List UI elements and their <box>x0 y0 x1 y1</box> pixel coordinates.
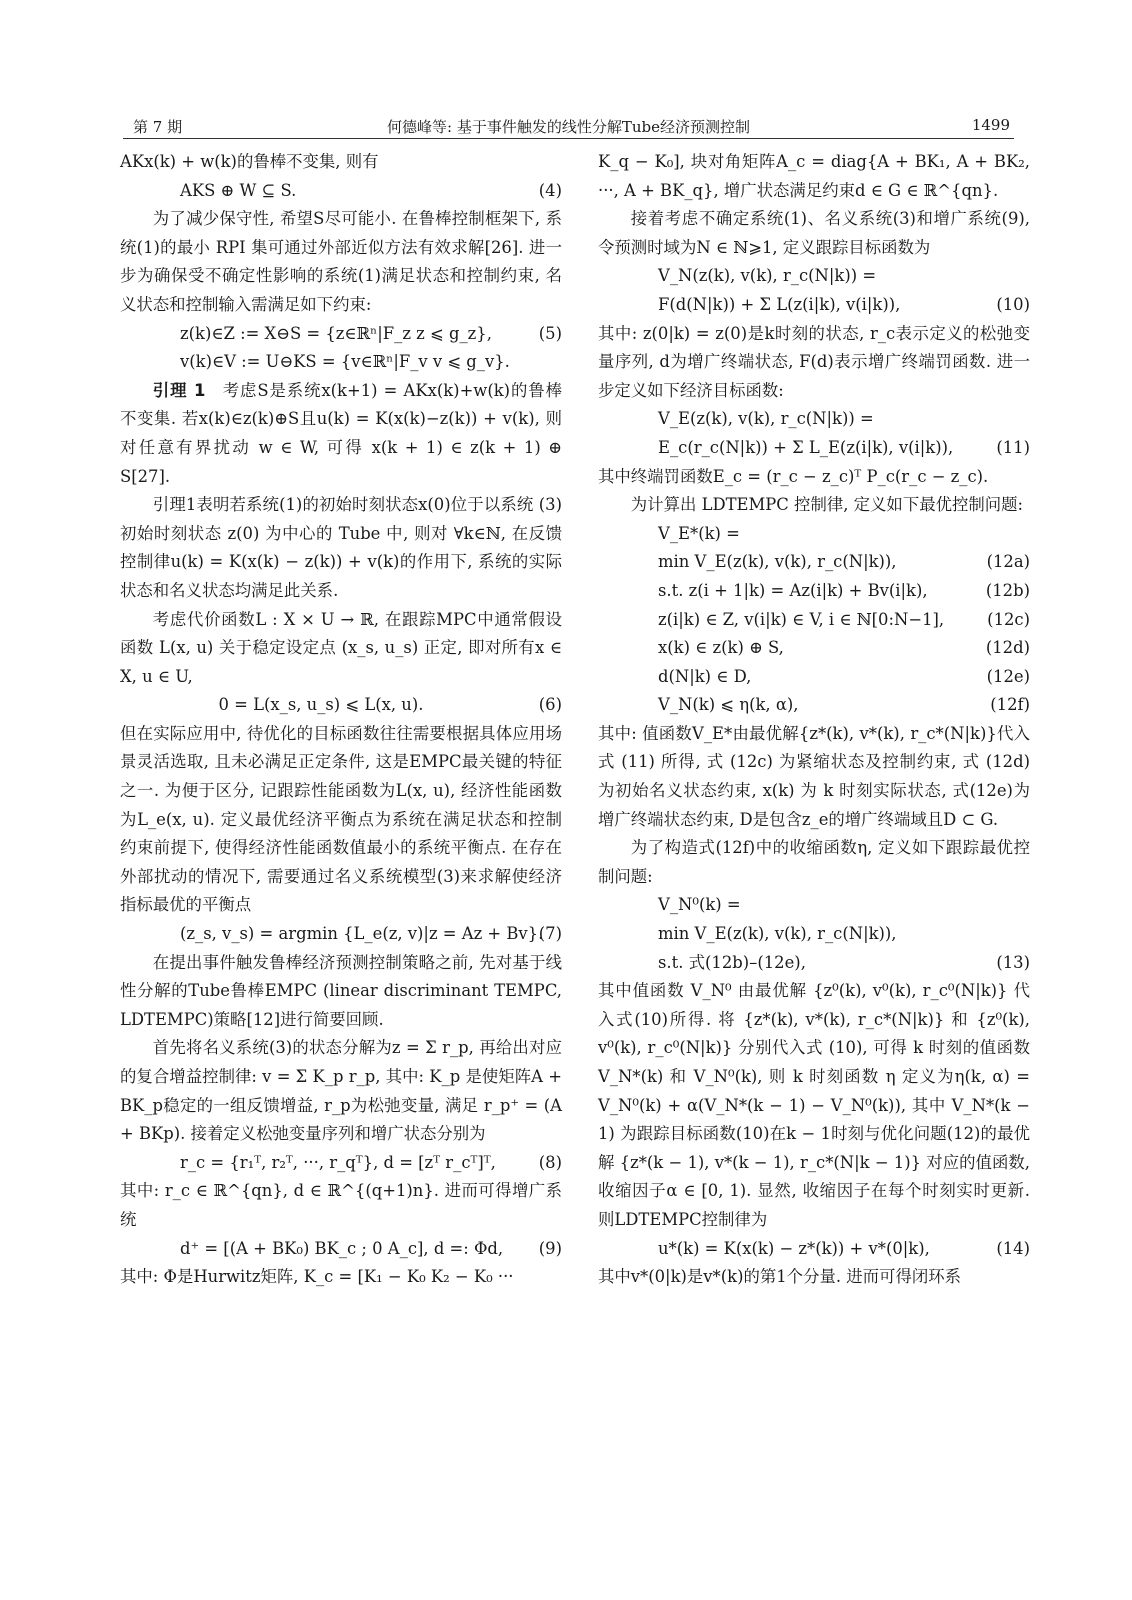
equation-body: z(i|k) ∈ Z, v(i|k) ∈ V, i ∈ ℕ[0:N−1], <box>658 609 945 629</box>
equation-number: (10) <box>996 294 1030 314</box>
equation <box>598 1235 1030 1264</box>
paragraph: 首先将名义系统(3)的状态分解为z = Σ r_p, 再给出对应的复合增益控制律: v = Σ K_p r_p, 其中: K_p 是使矩阵A + BK_p稳定的一组反馈增益, r_p为松弛变量, 满足 r_p⁺ = (A + BKp). 接着定义松弛变量序列和增广状态分别为 <box>120 1038 562 1144</box>
equation-number: (6) <box>538 695 562 715</box>
paragraph: 其中: z(0|k) = z(0)是k时刻的状态, r_c表示定义的松弛变量序列, d为增广终端状态, F(d)表示增广终端罚函数. 进一步定义如下经济目标函数: <box>598 323 1030 400</box>
equation-number: (7) <box>538 924 562 944</box>
equation-body: s.t. z(i + 1|k) = Az(i|k) + Bv(i|k), <box>658 580 928 600</box>
paragraph: 考虑代价函数L : X × U → ℝ, 在跟踪MPC中通常假设函数 L(x, u) 关于稳定设定点 (x_s, u_s) 正定, 即对所有x ∈ X, u ∈ U, <box>120 609 562 686</box>
equation <box>598 520 1030 549</box>
equation-body: min V_E(z(k), v(k), r_c(N|k)), <box>658 552 897 572</box>
equation-number: (14) <box>996 1238 1030 1258</box>
paragraph: 接着考虑不确定系统(1)、名义系统(3)和增广系统(9), 令预测时域为N ∈ ℕ⩾1, 定义跟踪目标函数为 <box>598 209 1030 257</box>
paragraph: 其中v*(0|k)是v*(k)的第1个分量. 进而可得闭环系 <box>598 1267 962 1287</box>
equation-body: V_E*(k) = <box>658 523 740 543</box>
equation-number: (12c) <box>987 609 1030 629</box>
equation <box>598 606 1030 635</box>
paragraph: AKx(k) + w(k)的鲁棒不变集, 则有 <box>120 152 379 171</box>
paragraph: 引理1表明若系统(1)的初始时刻状态x(0)位于以系统 (3) 初始时刻状态 z(0) 为中心的 Tube 中, 则对 ∀k∈ℕ, 在反馈控制律u(k) = K(x(k) − z(k)) + v(k)的作用下, 系统的实际状态和名义状态均满足此关系. <box>120 495 562 600</box>
page-number: 1499 <box>971 116 1010 134</box>
equation-number: (12f) <box>990 695 1030 715</box>
equation <box>120 1235 562 1264</box>
paragraph: 为了减少保守性, 希望S尽可能小. 在鲁棒控制框架下, 系统(1)的最小 RPI 集可通过外部近似方法有效求解[26]. 进一步为确保受不确定性影响的系统(1)满足状态和控制约束, 名义状态和控制输入需满足如下约束: <box>120 209 562 314</box>
paragraph: 其中: 值函数V_E*由最优解{z*(k), v*(k), r_c*(N|k)}代入式 (11) 所得, 式 (12c) 为紧缩状态及控制约束, 式 (12d) 为初始名义状态约束, x(k) 为 k 时刻实际状态, 式(12e)为增广终端状态约束, D是包含z_e的增广终端域且D ⊂ G. <box>598 723 1030 829</box>
equation-body: 0 = L(x_s, u_s) ⩽ L(x, u). <box>218 695 424 715</box>
equation-number: (12a) <box>986 552 1030 572</box>
equation-body: AKS ⊕ W ⊆ S. <box>180 180 297 200</box>
equation-body: V_N(z(k), v(k), r_c(N|k)) = <box>658 266 877 286</box>
equation-body: r_c = {r₁ᵀ, r₂ᵀ, ···, r_qᵀ}, d = [zᵀ r_cᵀ]ᵀ, <box>180 1152 496 1172</box>
equation <box>598 634 1030 663</box>
equation-number: (12b) <box>985 580 1030 600</box>
equation <box>598 434 1030 463</box>
running-title: 何德峰等: 基于事件触发的线性分解Tube经济预测控制 <box>387 118 750 136</box>
equation <box>120 1149 562 1178</box>
equation-body: u*(k) = K(x(k) − z*(k)) + v*(0|k), <box>658 1238 930 1258</box>
equation <box>598 577 1030 606</box>
equation <box>598 949 1030 978</box>
paragraph: 其中: Φ是Hurwitz矩阵, K_c = [K₁ − K₀ K₂ − K₀ ··· <box>120 1267 514 1287</box>
equation-number: (9) <box>538 1238 562 1258</box>
equation-body: V_E(z(k), v(k), r_c(N|k)) = <box>658 409 874 429</box>
equation-number: (12d) <box>985 638 1030 658</box>
paragraph: 为计算出 LDTEMPC 控制律, 定义如下最优控制问题: <box>630 495 1024 515</box>
equation <box>598 920 1030 949</box>
equation <box>120 691 562 720</box>
equation <box>120 920 562 949</box>
equation-body: z(k)∈Z := X⊖S = {z∈ℝⁿ|F_z z ⩽ g_z}, <box>180 323 492 343</box>
lemma <box>120 377 562 491</box>
equation-number: (11) <box>996 437 1030 457</box>
equation-body: min V_E(z(k), v(k), r_c(N|k)), <box>658 924 897 944</box>
paragraph: 其中终端罚函数E_c = (r_c − z_c)ᵀ P_c(r_c − z_c). <box>598 466 989 486</box>
equation <box>598 891 1030 920</box>
equation-body: (z_s, v_s) = argmin {L_e(z, v)|z = Az + Bv}. <box>180 924 544 944</box>
equation <box>598 291 1030 320</box>
equation-number: (12e) <box>986 666 1030 686</box>
left-column <box>120 148 562 1292</box>
equation <box>120 320 562 349</box>
equation-body: d(N|k) ∈ D, <box>658 666 752 686</box>
paragraph: 为了构造式(12f)中的收缩函数η, 定义如下跟踪最优控制问题: <box>598 838 1030 886</box>
equation-body: E_c(r_c(N|k)) + Σ L_E(z(i|k), v(i|k)), <box>658 437 954 457</box>
lemma-label: 引理 1 <box>152 380 206 400</box>
equation <box>120 177 562 206</box>
equation-body: d⁺ = [(A + BK₀) BK_c ; 0 A_c], d =: Φd, <box>180 1238 504 1258</box>
equation <box>598 405 1030 434</box>
paragraph: 在提出事件触发鲁棒经济预测控制策略之前, 先对基于线性分解的Tube鲁棒EMPC (linear discriminant TEMPC, LDTEMPC)策略[12]进行简要回顾. <box>120 952 562 1029</box>
right-column <box>598 148 1030 1292</box>
equation-body: V_N⁰(k) = <box>658 895 741 915</box>
equation-body: F(d(N|k)) + Σ L(z(i|k), v(i|k)), <box>658 294 901 314</box>
issue-number: 第 7 期 <box>133 118 183 136</box>
paragraph: 其中值函数 V_N⁰ 由最优解 {z⁰(k), v⁰(k), r_c⁰(N|k)} 代入式(10)所得. 将 {z*(k), v*(k), r_c*(N|k)} 和 {z⁰(k), v⁰(k), r_c⁰(N|k)} 分别代入式 (10), 可得 k 时刻的值函数V_N*(k) 和 V_N⁰(k), 则 k 时刻函数 η 定义为η(k, α) = V_N⁰(k) + α(V_N*(k − 1) − V_N⁰(k)), 其中 V_N*(k − 1) 为跟踪目标函数(10)在k − 1时刻与优化问题(12)的最优解 {z*(k − 1), v*(k − 1), r_c*(N|k − 1)} 对应的值函数, 收缩因子α ∈ [0, 1). 显然, 收缩因子在每个时刻实时更新. 则LDTEMPC控制律为 <box>598 981 1030 1229</box>
paragraph: 但在实际应用中, 待优化的目标函数往往需要根据具体应用场景灵活选取, 且未必满足正定条件, 这是EMPC最关键的特征之一. 为便于区分, 记跟踪性能函数为L(x, u), 经济性能函数为L_e(x, u). 定义最优经济平衡点为系统在满足状态和控制约束前提下, 使得经济性能函数值最小的系统平衡点. 在存在外部扰动的情况下, 需要通过名义系统模型(3)来求解使经济指标最优的平衡点 <box>120 723 562 915</box>
equation <box>120 348 562 377</box>
equation-number: (13) <box>996 952 1030 972</box>
paragraph: K_q − K₀], 块对角矩阵A_c = diag{A + BK₁, A + BK₂, ···, A + BK_q}, 增广状态满足约束d ∈ G ∈ ℝ^{qn}. <box>598 152 1030 200</box>
equation-number: (5) <box>538 323 562 343</box>
equation-number: (4) <box>538 180 562 200</box>
equation-number: (8) <box>538 1152 562 1172</box>
equation <box>598 663 1030 692</box>
equation-body: V_N(k) ⩽ η(k, α), <box>658 695 799 715</box>
equation <box>598 548 1030 577</box>
paragraph: 其中: r_c ∈ ℝ^{qn}, d ∈ ℝ^{(q+1)n}. 进而可得增广系统 <box>120 1181 562 1229</box>
equation <box>598 691 1030 720</box>
equation-body: s.t. 式(12b)–(12e), <box>658 952 806 972</box>
running-header <box>123 116 1014 139</box>
equation <box>598 262 1030 291</box>
equation-body: v(k)∈V := U⊖KS = {v∈ℝⁿ|F_v v ⩽ g_v}. <box>180 352 510 372</box>
equation-body: x(k) ∈ z(k) ⊕ S, <box>658 638 784 658</box>
lemma-text: 考虑S是系统x(k+1) = AKx(k)+w(k)的鲁棒不变集. 若x(k)∈z(k)⊕S且u(k) = K(x(k)−z(k)) + v(k), 则对任意有界扰动 w ∈ W, 可得 x(k + 1) ∈ z(k + 1) ⊕ S[27]. <box>120 380 562 486</box>
